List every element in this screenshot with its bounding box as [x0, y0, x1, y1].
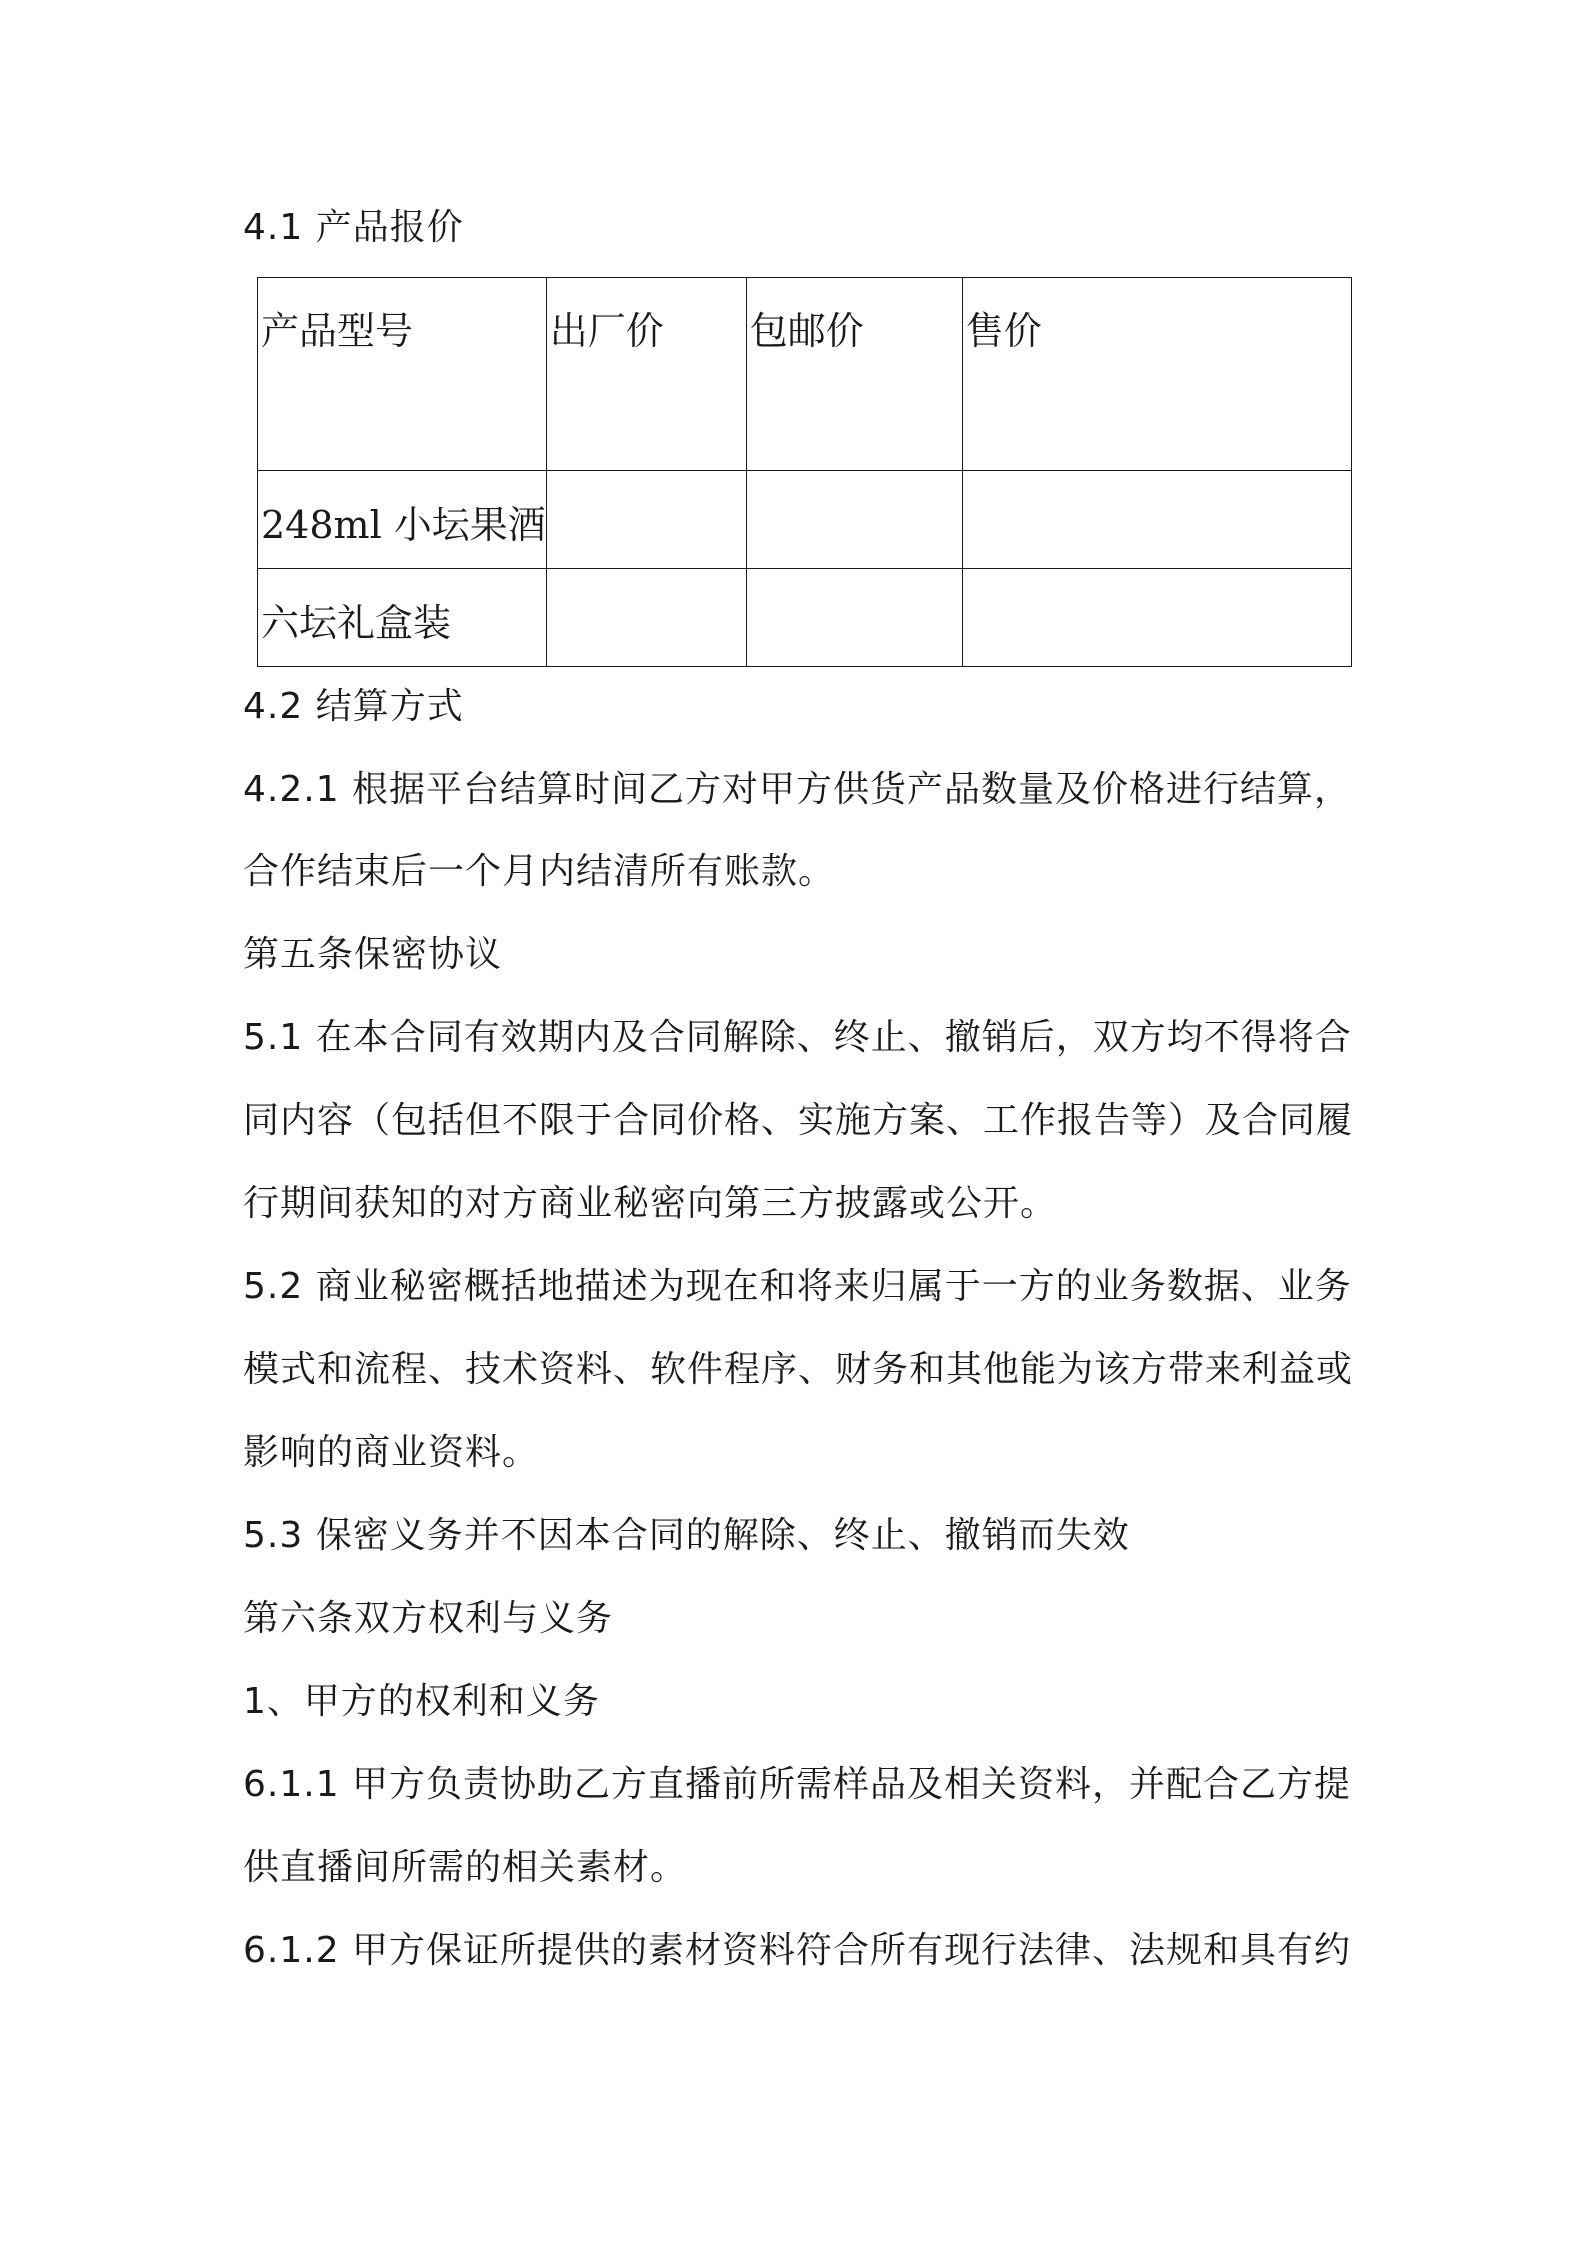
article-5-heading: 第五条保密协议 [243, 934, 503, 975]
paragraph-5-1-line-2: 同内容（包括但不限于合同价格、实施方案、工作报告等）及合同履 [243, 1100, 1354, 1141]
table-cell [546, 569, 746, 667]
paragraph-5-2-line-1: 5.2 商业秘密概括地描述为现在和将来归属于一方的业务数据、业务 [243, 1266, 1352, 1307]
header-cell-model: 产品型号 [258, 278, 547, 471]
table-cell: 248ml 小坛果酒 [258, 471, 547, 569]
paragraph-5-2-line-2: 模式和流程、技术资料、软件程序、财务和其他能为该方带来利益或 [243, 1349, 1354, 1390]
header-cell-sale-price: 售价 [962, 278, 1351, 471]
table-cell [546, 471, 746, 569]
table-row [258, 471, 1352, 569]
table-row [258, 569, 1352, 667]
price-table [257, 277, 1352, 667]
paragraph-5-1-line-3: 行期间获知的对方商业秘密向第三方披露或公开。 [243, 1183, 1058, 1224]
table-cell [746, 471, 962, 569]
article-6-heading: 第六条双方权利与义务 [243, 1598, 614, 1639]
table-cell [746, 569, 962, 667]
paragraph-5-2-line-3: 影响的商业资料。 [243, 1432, 540, 1473]
table-cell [962, 569, 1351, 667]
table-header-row [258, 278, 1352, 471]
paragraph-6-1-2-line-1: 6.1.2 甲方保证所提供的素材资料符合所有现行法律、法规和具有约 [243, 1930, 1352, 1971]
header-cell-factory-price: 出厂价 [546, 278, 746, 471]
paragraph-6-1-1-line-1: 6.1.1 甲方负责协助乙方直播前所需样品及相关资料，并配合乙方提 [243, 1764, 1352, 1805]
paragraph-6-1-1-line-2: 供直播间所需的相关素材。 [243, 1847, 688, 1888]
paragraph-4-2-1-line-2: 合作结束后一个月内结清所有账款。 [243, 851, 836, 892]
section-heading-4-2: 4.2 结算方式 [243, 686, 464, 727]
table-cell: 六坛礼盒装 [258, 569, 547, 667]
paragraph-5-3: 5.3 保密义务并不因本合同的解除、终止、撤销而失效 [243, 1515, 1130, 1556]
section-heading-4-1: 4.1 产品报价 [243, 207, 464, 248]
sub-heading-party-a: 1、甲方的权利和义务 [243, 1681, 600, 1722]
table-cell [962, 471, 1351, 569]
paragraph-5-1-line-1: 5.1 在本合同有效期内及合同解除、终止、撤销后，双方均不得将合 [243, 1017, 1352, 1058]
paragraph-4-2-1-line-1: 4.2.1 根据平台结算时间乙方对甲方供货产品数量及价格进行结算， [243, 769, 1352, 810]
header-cell-shipping-price: 包邮价 [746, 278, 962, 471]
